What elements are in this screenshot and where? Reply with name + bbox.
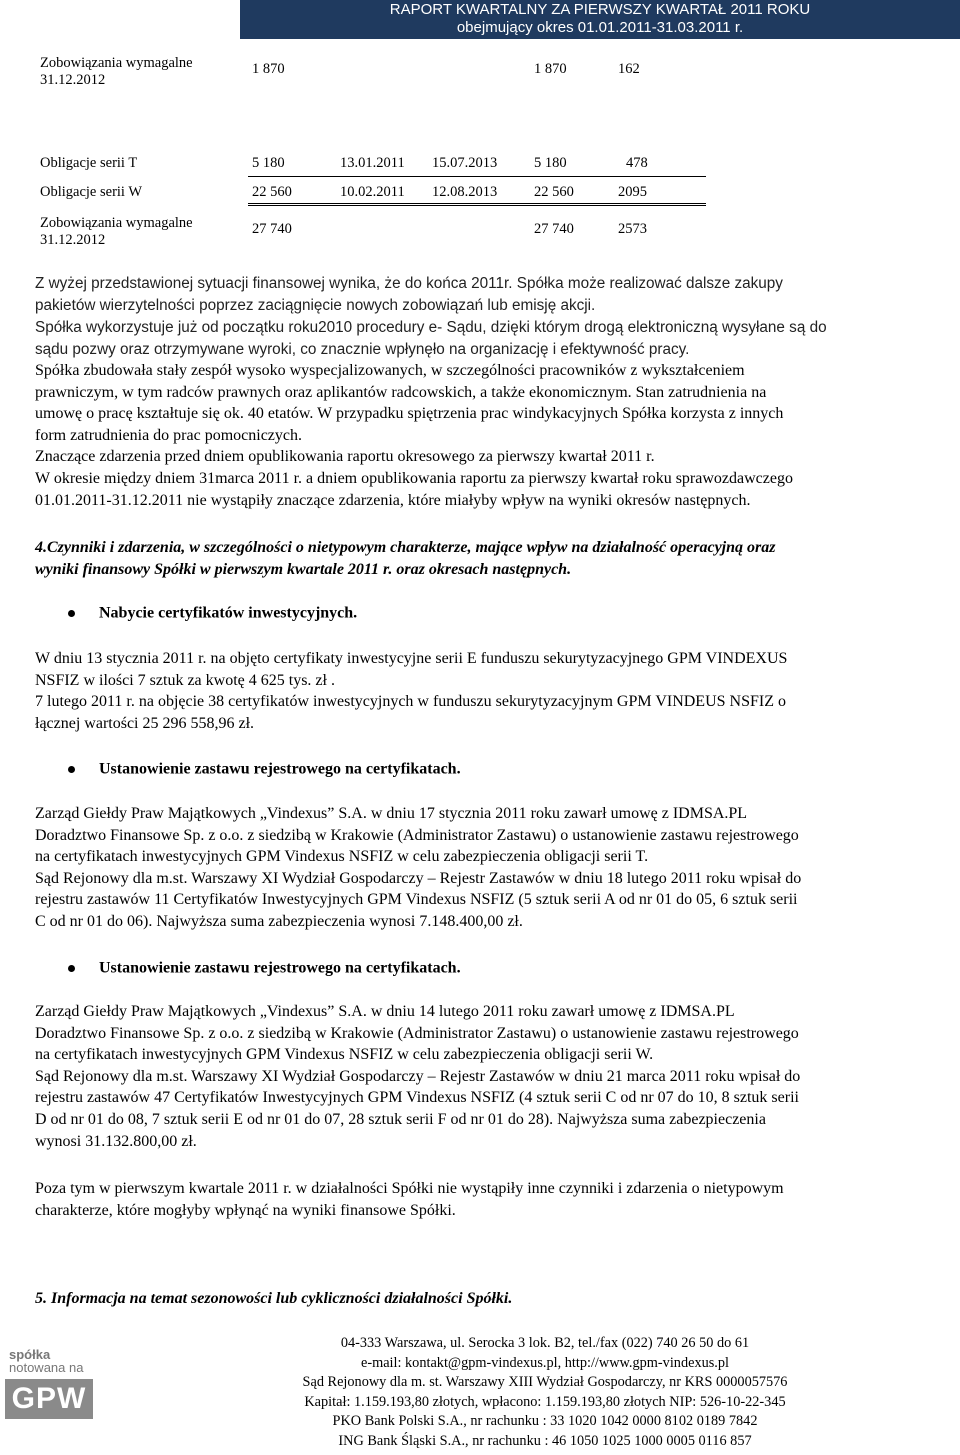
- report-header: [240, 0, 960, 39]
- table-rule: [248, 203, 706, 206]
- table-cell: 5 180: [252, 155, 285, 171]
- table-cell: 2573: [618, 221, 647, 237]
- footer-bank-pko: PKO Bank Polski S.A., nr rachunku : 33 1020 1042 0000 8102 0189 7842: [332, 1413, 758, 1429]
- bullet-icon: [68, 965, 75, 972]
- table-cell: 5 180: [534, 155, 567, 171]
- table-cell: 1 870: [252, 61, 285, 77]
- bullet-item: Ustanowienie zastawu rejestrowego na certyfikatach.: [68, 760, 461, 778]
- table-cell: 162: [618, 61, 640, 77]
- section-5-heading: 5. Informacja na temat sezonowości lub cykliczności działalności Spółki.: [35, 1290, 513, 1307]
- report-period: obejmujący okres 01.01.2011-31.03.2011 r.: [456, 19, 744, 36]
- table-cell: 22 560: [534, 184, 574, 200]
- paragraph-staff: Spółka zbudowała stały zespół wysoko wyspecjalizowanych, w szczególności pracowników z wykształceniem prawniczym, w tym radców prawnych oraz aplikantów radcowskich, a także ekonomicznym. Stan zatrudnienia na umowę o pracę kształtuje się ok. 40 etatów. W przypadku spiętrzenia prac windykacyjnych Spółka korzysta z innych form zatrudnienia do prac pomocniczych. Znaczące zdarzenia przed dniem opublikowania raportu okresowego za pierwszy kwartał 2011 r. W okresie między dniem 31marca 2011 r. a dniem opublikowania raportu za pierwszy kwartał roku sprawozdawczego 01.01.2011-31.12.2011 nie wystąpiły znaczące zdarzenia, które miałyby wpływ na wyniki okresów następnych.: [35, 362, 793, 509]
- table-row-3-label: Obligacje serii W: [40, 184, 143, 200]
- table-row-2-label: Obligacje serii T: [40, 155, 138, 171]
- footer-address: 04-333 Warszawa, ul. Serocka 3 lok. B2, tel./fax (022) 740 26 50 do 61: [340, 1335, 750, 1351]
- table-cell: 13.01.2011: [340, 155, 405, 171]
- footer-capital: Kapitał: 1.159.193,80 złotych, wpłacono: 1.159.193,80 złotych NIP: 526-10-22-345: [304, 1393, 786, 1410]
- paragraph-certificates: W dniu 13 stycznia 2011 r. na objęto certyfikaty inwestycyjne serii E funduszu sekurytyzacyjnego GPM VINDEXUS NSFIZ w ilości 7 sztuk za kwotę 4 625 tys. zł . 7 lutego 2011 r. na objęcie 38 certyfikatów inwestycyjnych w funduszu sekurytyzacyjnym GPM VINDEUS NSFIZ o łącznej wartości 25 296 558,96 zł.: [35, 650, 788, 732]
- paragraph-pledge-t: Zarząd Giełdy Praw Majątkowych „Vindexus” S.A. w dniu 17 stycznia 2011 roku zawarł umowę z IDMSA.PL Doradztwo Finansowe Sp. z o.o. z siedzibą w Krakowie (Administrator Zastawu) o ustanowienie zastawu rejestrowego na certyfikatach inwestycyjnych GPM Vindexus NSFIZ w celu zabezpieczenia obligacji serii T. Sąd Rejonowy dla m.st. Warszawy XI Wydział Gospodarczy – Rejestr Zastawów w dniu 18 lutego 2011 roku wpisał do rejestru zastawów 11 Certyfikatów Inwestycyjnych GPM Vindexus NSFIZ (5 sztuk serii A od nr 01 do 05, 6 sztuk serii C od nr 01 do 06). Najwyższa suma zabezpieczenia wynosi 7.148.400,00 zł.: [35, 805, 802, 930]
- table-row-4-label: Zobowiązania wymagalne 31.12.2012: [40, 215, 193, 248]
- report-title: RAPORT KWARTALNY ZA PIERWSZY KWARTAŁ 2011 ROKU: [389, 1, 811, 18]
- table-cell: 27 740: [252, 221, 292, 237]
- table-cell: 478: [626, 155, 648, 171]
- gpw-logo: spółka notowana na GPW: [5, 1348, 97, 1430]
- footer-bank-ing: ING Bank Śląski S.A., nr rachunku : 46 1050 1025 1000 0005 0116 857: [338, 1432, 752, 1449]
- table-cell: 22 560: [252, 184, 292, 200]
- section-4-heading: 4.Czynniki i zdarzenia, w szczególności o nietypowym charakterze, mające wpływ na działalność operacyjną oraz wyniki finansowy Spółki w pierwszym kwartale 2011 r. oraz okresach następnych.: [35, 539, 776, 578]
- table-rule: [248, 176, 706, 177]
- paragraph-pledge-w: Zarząd Giełdy Praw Majątkowych „Vindexus” S.A. w dniu 14 lutego 2011 roku zawarł umowę z IDMSA.PL Doradztwo Finansowe Sp. z o.o. z siedzibą w Krakowie (Administrator Zastawu) o ustanowienie zastawu rejestrowego na certyfikatach inwestycyjnych GPM Vindexus NSFIZ w celu zabezpieczenia obligacji serii W. Sąd Rejonowy dla m.st. Warszawy XI Wydział Gospodarczy – Rejestr Zastawów w dniu 21 marca 2011 roku wpisał do rejestru zastawów 47 Certyfikatów Inwestycyjnych GPM Vindexus NSFIZ (4 sztuk serii C od nr 07 do 10, 8 sztuk serii D od nr 01 do 08, 7 sztuk serii E od nr 01 do 07, 28 sztuk serii F od nr 01 do 28). Najwyższa suma zabezpieczenia wynosi 31.132.800,00 zł.: [35, 1003, 801, 1150]
- paragraph-esad: Spółka wykorzystuje już od początku roku2010 procedury e- Sądu, dzięki którym drogą elektroniczną wysyłane są do sądu pozwy oraz otrzymywane wyroki, co znacznie wpłynęło na organizację i efektywność pracy.: [35, 319, 827, 358]
- table-cell: 27 740: [534, 221, 574, 237]
- footer-contact: e-mail: kontakt@gpm-vindexus.pl, http://www.gpm-vindexus.pl: [360, 1354, 730, 1371]
- bullet-item: Ustanowienie zastawu rejestrowego na certyfikatach.: [68, 959, 461, 977]
- paragraph-finance: Z wyżej przedstawionej sytuacji finansowej wynika, że do końca 2011r. Spółka może realizować dalsze zakupy pakietów wierzytelności poprzez zaciągnięcie nowych zobowiązań lub emisję akcji.: [35, 275, 783, 314]
- table-cell: 15.07.2013: [432, 155, 498, 171]
- table-cell: 1 870: [534, 61, 567, 77]
- bullet-icon: [68, 766, 75, 773]
- table-row-1-label: Zobowiązania wymagalne 31.12.2012: [40, 55, 193, 88]
- table-cell: 2095: [618, 184, 647, 200]
- footer-court: Sąd Rejonowy dla m. st. Warszawy XIII Wydział Gospodarczy, nr KRS 0000057576: [302, 1374, 788, 1390]
- table-cell: 12.08.2013: [432, 184, 498, 200]
- bullet-icon: [68, 610, 75, 617]
- company-footer: [170, 1334, 920, 1451]
- bullet-item: Nabycie certyfikatów inwestycyjnych.: [68, 604, 357, 622]
- paragraph-closing: Poza tym w pierwszym kwartale 2011 r. w działalności Spółki nie wystąpiły inne czynniki i zdarzenia o nietypowym charakterze, które mogłyby wpłynąć na wyniki finansowe Spółki.: [35, 1180, 784, 1219]
- table-cell: 10.02.2011: [340, 184, 405, 200]
